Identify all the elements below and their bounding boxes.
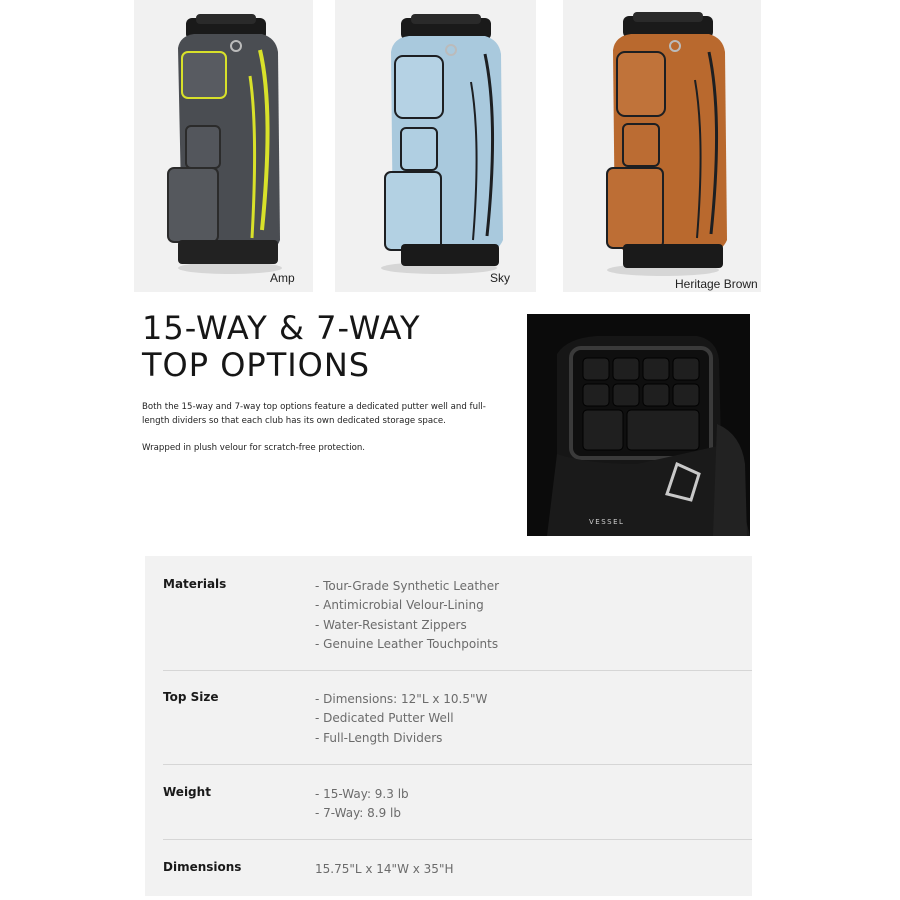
spec-divider bbox=[163, 839, 752, 840]
velour-paragraph: Wrapped in plush velour for scratch-free protection. bbox=[142, 443, 366, 453]
spec-value: - Dedicated Putter Well bbox=[315, 711, 454, 726]
top-dividers-photo bbox=[527, 314, 750, 536]
specs-table bbox=[145, 556, 752, 896]
spec-value: - Genuine Leather Touchpoints bbox=[315, 636, 499, 651]
spec-label: Top Size bbox=[163, 690, 219, 704]
spec-values bbox=[315, 785, 409, 824]
spec-value: - Water-Resistant Zippers bbox=[315, 617, 467, 632]
section-title-line2: TOP OPTIONS bbox=[142, 346, 371, 384]
feature-paragraph-line1: Both the 15-way and 7-way top options feature a dedicated putter well and full- bbox=[142, 402, 486, 412]
spec-values bbox=[315, 577, 499, 654]
spec-value: - Antimicrobial Velour-Lining bbox=[315, 598, 484, 613]
spec-divider bbox=[163, 764, 752, 765]
spec-divider bbox=[163, 670, 752, 671]
feature-paragraph bbox=[142, 400, 512, 428]
photo-brand-text: VESSEL bbox=[589, 518, 625, 526]
spec-value: 15.75"L x 14"W x 35"H bbox=[315, 862, 454, 876]
spec-label: Materials bbox=[163, 577, 227, 591]
golf-bag-amp-image bbox=[134, 0, 313, 292]
section-title bbox=[142, 310, 421, 384]
spec-value: - 15-Way: 9.3 lb bbox=[315, 787, 409, 801]
spec-value: - Dimensions: 12"L x 10.5"W bbox=[315, 692, 488, 706]
spec-value: - Full-Length Dividers bbox=[315, 730, 443, 745]
colorway-label-heritage-brown: Heritage Brown bbox=[675, 277, 758, 291]
bag-top-dividers-image bbox=[527, 314, 750, 536]
product-tile-sky[interactable] bbox=[335, 0, 536, 292]
spec-value: - 7-Way: 8.9 lb bbox=[315, 806, 402, 821]
product-tile-heritage-brown[interactable] bbox=[563, 0, 761, 292]
spec-values bbox=[315, 860, 454, 879]
spec-value: - Tour-Grade Synthetic Leather bbox=[315, 579, 500, 593]
spec-values bbox=[315, 690, 487, 748]
colorway-label-amp: Amp bbox=[270, 271, 295, 285]
product-tile-amp[interactable] bbox=[134, 0, 313, 292]
spec-label: Weight bbox=[163, 785, 211, 799]
section-title-line1: 15-WAY & 7-WAY bbox=[142, 309, 421, 347]
spec-label: Dimensions bbox=[163, 860, 242, 874]
golf-bag-brown-image bbox=[563, 0, 761, 292]
feature-paragraph-line2: length dividers so that each club has its own dedicated storage space. bbox=[142, 416, 446, 426]
golf-bag-sky-image bbox=[335, 0, 536, 292]
colorway-label-sky: Sky bbox=[490, 271, 511, 285]
